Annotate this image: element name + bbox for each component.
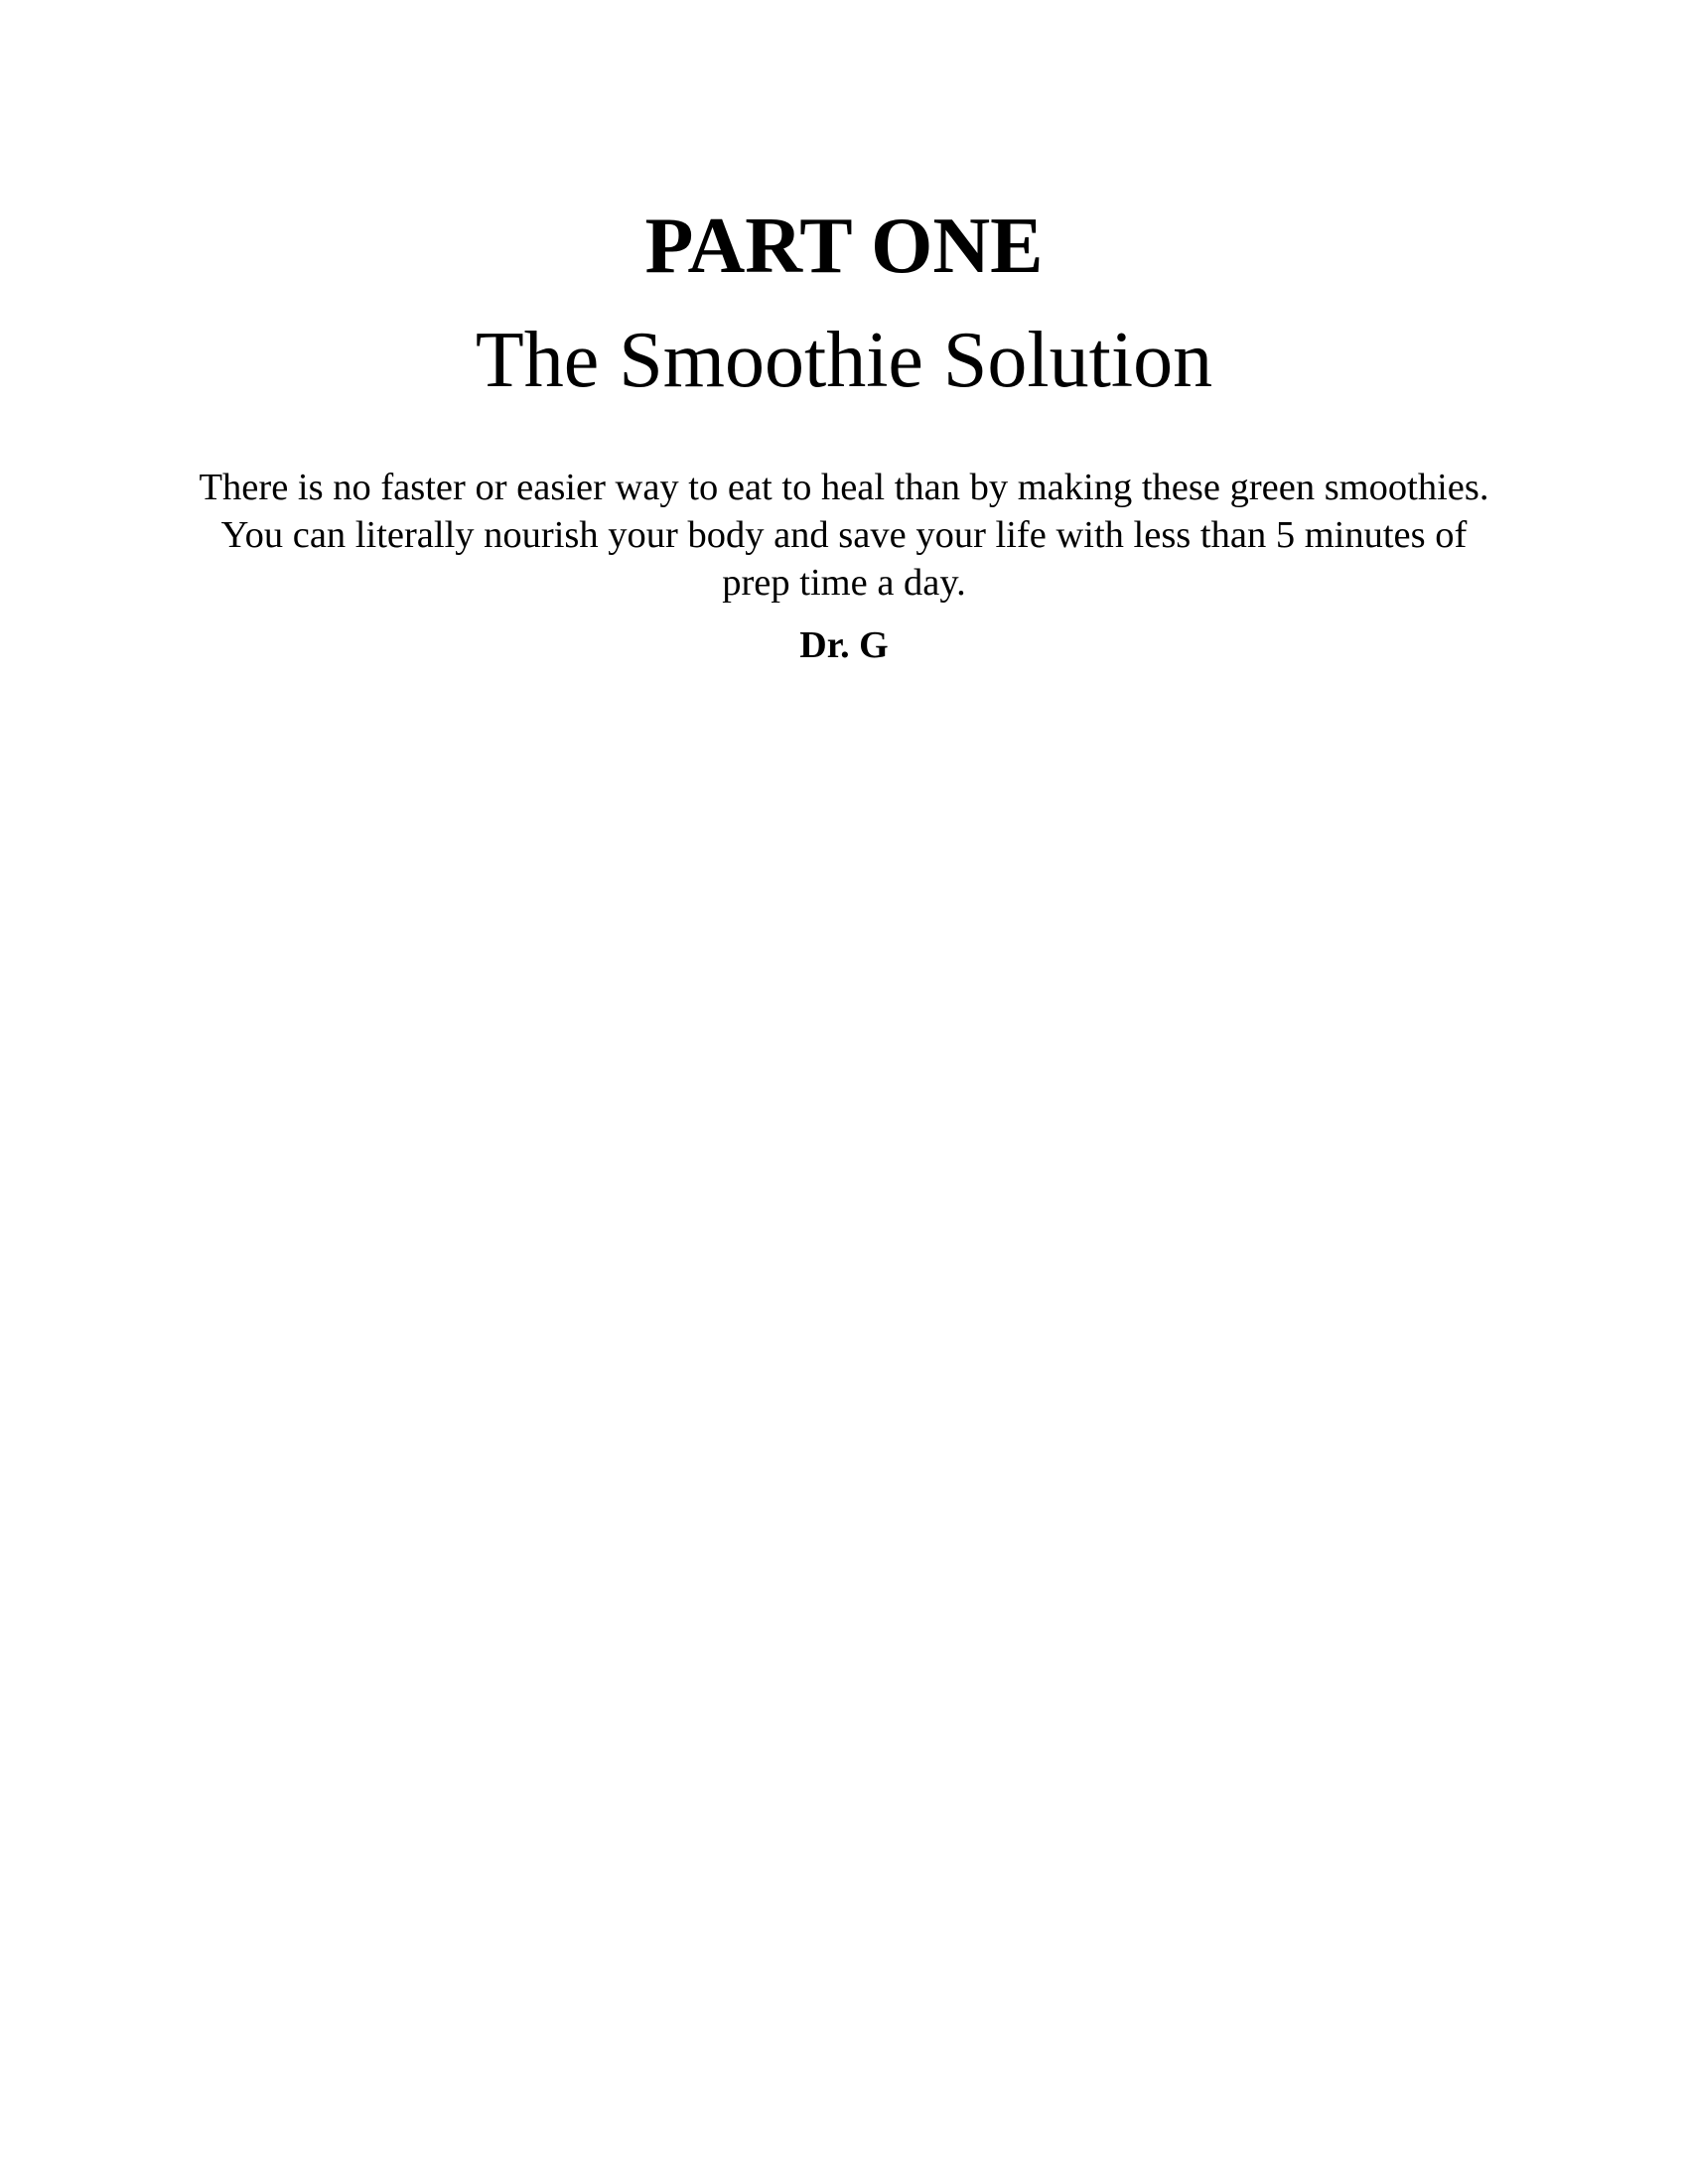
epigraph-text: There is no faster or easier way to eat to heal than by making these green smoothies. You can literally nourish your body and save your life with less than 5 minutes of prep time a day. bbox=[199, 467, 1489, 604]
epigraph-attribution: Dr. G bbox=[799, 624, 889, 666]
part-title: The Smoothie Solution bbox=[475, 317, 1213, 404]
part-heading: PART ONE bbox=[644, 203, 1044, 290]
